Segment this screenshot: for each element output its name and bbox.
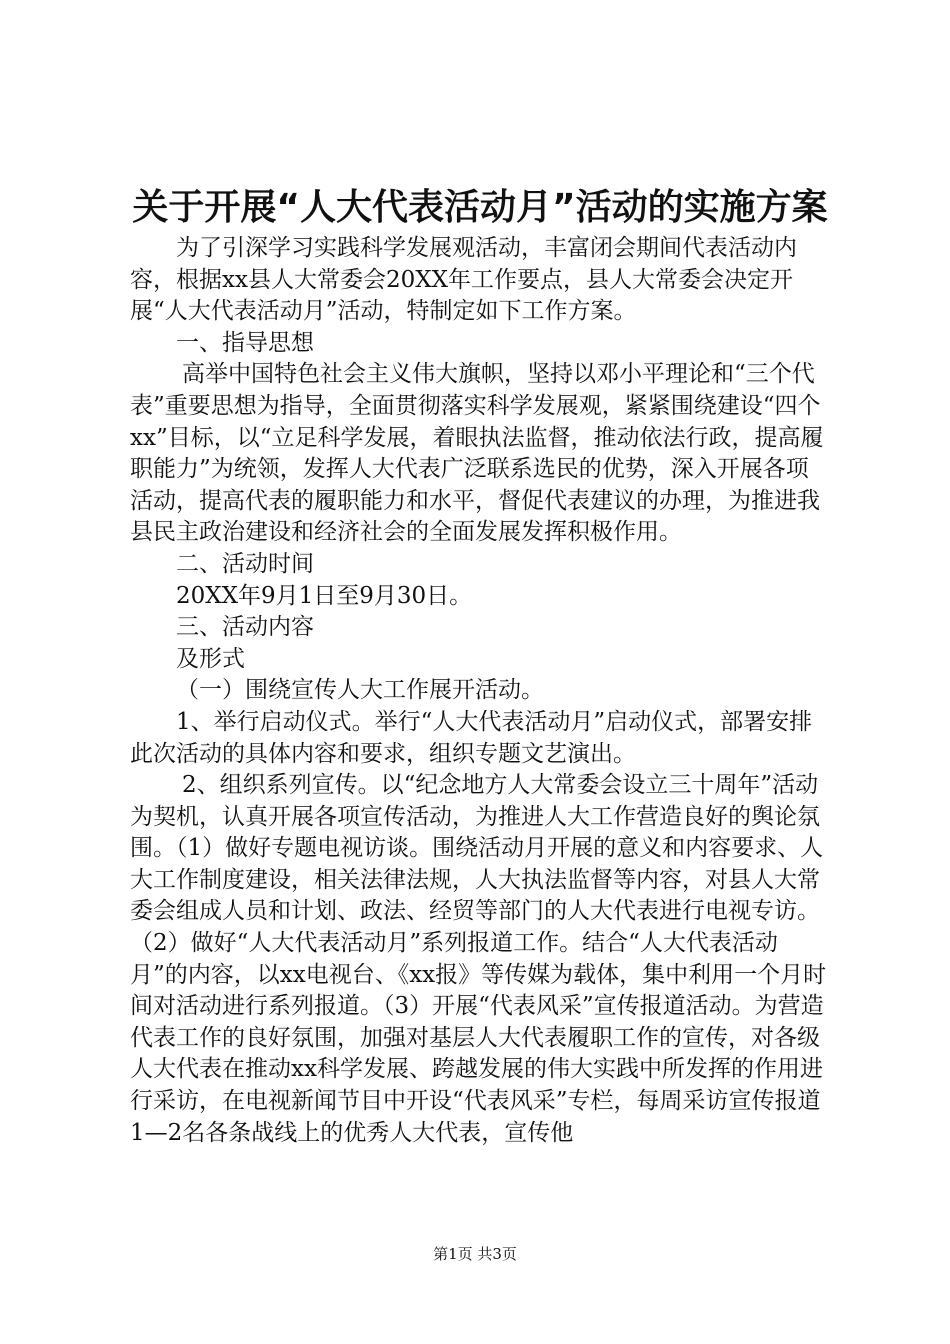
item-launch-ceremony: 1、举行启动仪式。举行“人大代表活动月”启动仪式，部署安排此次活动的具体内容和要求，组织专题文艺演出。 <box>130 708 813 767</box>
intro-paragraph: 为了引深学习实践科学发展观活动，丰富闭会期间代表活动内容，根据xx县人大常委会20XX年工作要点，县人大常委会决定开展“人大代表活动月”活动，特制定如下工作方案。 <box>130 235 797 325</box>
document-title: 关于开展“人大代表活动月”活动的实施方案 <box>132 187 828 228</box>
subsection-heading-publicity: （一）围绕宣传人大工作展开活动。 <box>176 677 544 704</box>
section-heading-guiding-ideology: 一、指导思想 <box>176 329 314 356</box>
section-heading-activity-content: 三、活动内容 <box>176 614 314 641</box>
section-heading-activity-content-cont: 及形式 <box>176 645 245 672</box>
document-body <box>130 233 830 1149</box>
section-heading-activity-time: 二、活动时间 <box>176 550 314 577</box>
guiding-ideology-paragraph: 高举中国特色社会主义伟大旗帜，坚持以邓小平理论和“三个代表”重要思想为指导，全面贯彻落实科学发展观，紧紧围绕建设“四个xx”目标，以“立足科学发展，着眼执法监督，推动依法行政，提高履职能力”为统领，发挥人大代表广泛联系选民的优势，深入开展各项活动，提高代表的履职能力和水平，督促代表建议的办理，为推进我县民主政治建设和经济社会的全面发展发挥积极作用。 <box>130 361 824 546</box>
item-series-publicity: 2、组织系列宣传。以“纪念地方人大常委会设立三十周年”活动为契机，认真开展各项宣传活动，为推进人大工作营造良好的舆论氛围。（1）做好专题电视访谈。围绕活动月开展的意义和内容要求、人大工作制度建设，相关法律法规，人大执法监督等内容，对县人大常委会组成人员和计划、政法、经贸等部门的人大代表进行电视专访。（2）做好“人大代表活动月”系列报道工作。结合“人大代表活动月”的内容，以xx电视台、《xx报》等传媒为载体，集中利用一个月时间对活动进行系列报道。（3）开展“代表风采”宣传报道活动。为营造代表工作的良好氛围，加强对基层人大代表履职工作的宣传，对各级人大代表在推动xx科学发展、跨越发展的伟大实践中所发挥的作用进行采访，在电视新闻节目中开设“代表风采”专栏，每周采访宣传报道1—2名各条战线上的优秀人大代表，宣传他 <box>130 772 827 1146</box>
activity-time-paragraph: 20XX年9月1日至9月30日。 <box>176 582 473 609</box>
page-footer: 第1页 共3页 <box>433 1245 517 1263</box>
